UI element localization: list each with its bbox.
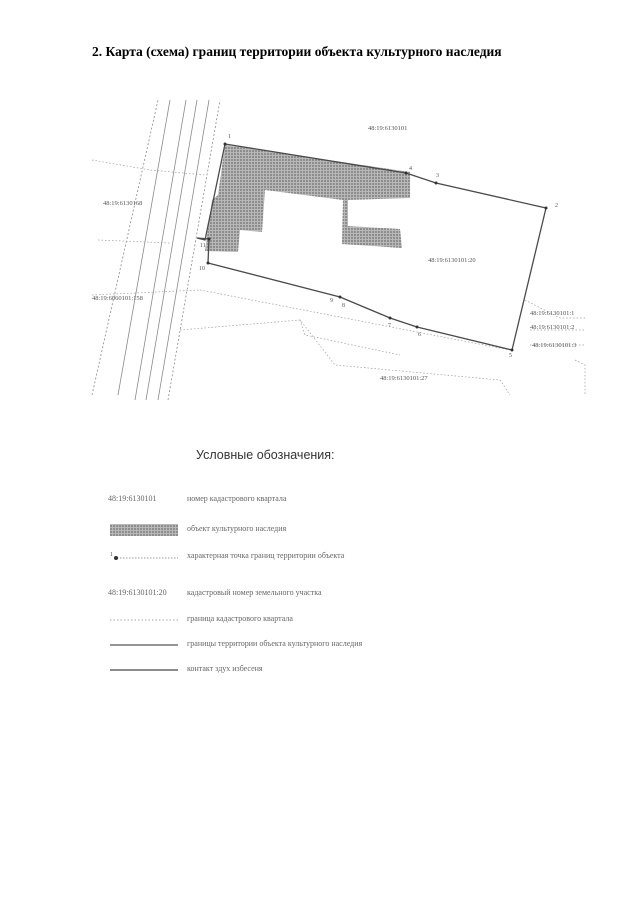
legend-desc-quarter-number: номер кадастрового квартала [187,494,287,503]
legend-title: Условные обозначения: [196,448,335,462]
main-parcel-label: 48:19:6130101:20 [428,257,476,264]
point-label-11: 11 [200,243,206,249]
legend-row-heritage-boundary [0,637,640,653]
quarter-label-left-2: 48:19:6060101:158 [92,295,143,302]
legend-point-number: 1 [110,552,113,558]
legend-row-characteristic-point [0,549,640,565]
point-label-5: 5 [509,353,512,359]
point-label-3: 3 [436,173,439,179]
cadastral-map [0,90,640,410]
parcel-label-right-1: 48:19:6130101:1 [530,310,575,317]
legend-desc-parcel-number: кадастровый номер земельного участка [187,588,322,597]
point-label-6: 6 [418,332,421,338]
quarter-label-top: 48:19:6130101 [368,125,408,132]
legend-symbol-quarter-boundary [110,612,180,628]
legend-row-building-contour [0,662,640,678]
point-label-2: 2 [555,203,558,209]
parcel-label-bottom: 48:19:6130101:27 [380,375,428,382]
page-heading: 2. Карта (схема) границ территории объекта культурного наследия [92,44,502,59]
road-lines [92,100,220,400]
point-label-7: 7 [388,323,391,329]
point-label-8: 8 [342,303,345,309]
quarter-label-left-1: 48:19:6130168 [103,200,143,207]
legend-desc-heritage-boundary: границы территории объекта культурного наследия [187,639,363,648]
legend-symbol-quarter-number: 48:19:6130101 [108,494,157,503]
point-label-4: 4 [409,166,412,172]
legend-row-quarter-number [0,492,640,508]
legend-symbol-point [110,549,180,565]
legend-desc-quarter-boundary: граница кадастрового квартала [187,614,293,623]
parcel-label-right-3: 48:19:6130101:3 [532,342,577,349]
legend-row-quarter-boundary [0,612,640,628]
point-label-1: 1 [228,134,231,140]
legend-symbol-heritage-boundary [110,637,180,653]
legend-symbol-parcel-number: 48:19:6130101:20 [108,588,167,597]
legend-row-heritage-object [0,522,640,538]
heritage-object [205,145,410,252]
point-label-10: 10 [199,266,205,272]
legend-row-parcel-number [0,586,640,602]
legend-symbol-hatch [110,522,180,538]
parcel-label-right-2: 48:19:6130101:2 [530,324,575,331]
point-label-9: 9 [330,298,333,304]
legend-symbol-building-contour [110,662,180,678]
legend-desc-building-contour: контакт здух избесеня [187,664,263,673]
legend-desc-heritage-object: объект культурного наследия [187,524,287,533]
legend-desc-characteristic-point: характерная точка границ территории объекта [187,551,345,560]
